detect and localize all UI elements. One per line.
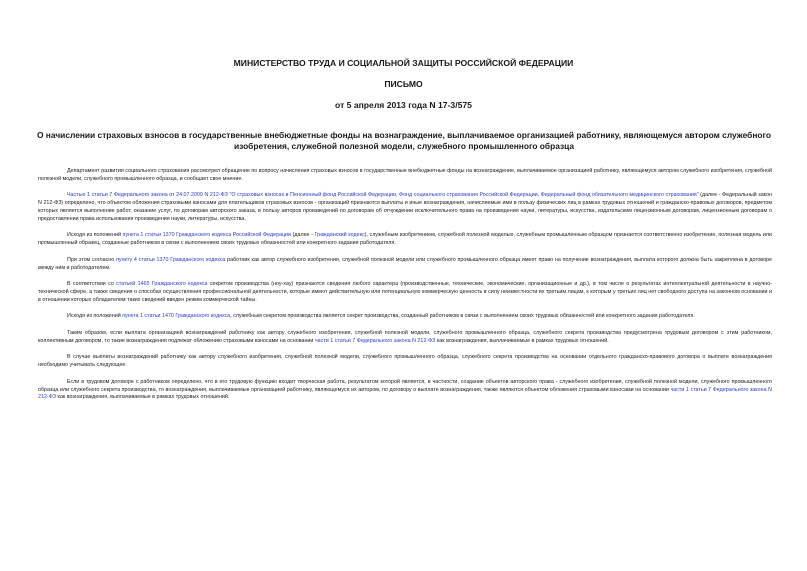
paragraph-text: Исходя из положений <box>67 313 123 320</box>
law-212-fz-part1-article7-link[interactable]: части 1 статьи 7 Федерального закона N 212-ФЗ <box>314 337 436 344</box>
paragraph-7 <box>38 330 772 346</box>
civil-code-article-1465-link[interactable]: статьей 1465 Гражданского кодекса <box>116 281 208 288</box>
law-212-fz-part1-article7-link[interactable]: части 1 статьи 7 Федерального закона N 212-ФЗ <box>38 386 773 401</box>
paragraph-2 <box>38 192 772 223</box>
paragraph-8 <box>38 354 772 370</box>
paragraph-1 <box>38 168 772 184</box>
paragraph-text: Если в трудовом договоре с работником определено, что в его трудовую функцию входит творческая работа, результатом которой является, в частности, создание объектов авторского права - служебного изобретения, служебной полезной модели, служебного промышленного образца или служебного секрета производства, то вознаграждения, выплачиваемые организацией работнику, являющемуся их автором, по договору о выплате вознаграждения, также являются объектом обложения страховыми взносами на основании <box>38 378 772 393</box>
document-type: ПИСЬМО <box>384 79 423 89</box>
paragraph-text: как вознаграждения, выплачиваемые в рамках трудовых отношений. <box>435 337 609 344</box>
document-date-number: от 5 апреля 2013 года N 17-3/575 <box>335 100 472 110</box>
paragraph-text: как вознаграждения, выплачиваемые в рамках трудовых отношений. <box>56 394 230 401</box>
document-title: О начислении страховых взносов в государственные внебюджетные фонды на вознаграждение, выплачиваемое организацией работнику, являющемуся автором служебного изобретения, служебной полезной модели, служебного промышленного образца <box>36 130 772 151</box>
paragraph-text: В случае выплаты вознаграждений работнику как автору служебного изобретения, служебной полезной модели, служебного промышленного образца, служебного секрета производства на основании отдельного гражданско-правового договора о выплате вознаграждения необходимо учитывать следующее. <box>38 354 772 369</box>
paragraph-4 <box>38 257 772 273</box>
paragraph-text: секретом производства (ноу-хау) признаются сведения любого характера (производственные, технические, экономические, организационные и др.), в том числе о результатах интеллектуальной деятельности в научно-технической сфере, а также сведения о способах осуществления профессиональной деятельности, которые имеют действительную или потенциальную коммерческую ценность в силу неизвестности их третьим лицам, к которым у третьих лиц нет свободного доступа на законном основании и в отношении которых обладателем таких сведений введен режим коммерческой тайны. <box>38 281 772 303</box>
paragraph-text: работник как автор служебного изобретения, служебной полезной модели или служебного промышленного образца имеет право на получение вознаграждения, выплата которого должна быть закреплена в договоре между ним и работодателем. <box>38 256 772 271</box>
paragraph-text: Департамент развития социального страхования рассмотрел обращение по вопросу начисления страховых взносов в государственные внебюджетные фонды на вознаграждение, выплачиваемое организацией работнику, являющемуся автором служебного изобретения, служебной полезной модели, служебного промышленного образца, и сообщает свое мнение. <box>38 168 772 182</box>
paragraph-3 <box>38 232 772 248</box>
paragraph-5 <box>38 281 772 304</box>
paragraph-text: (далее - Федеральный закон N 212-ФЗ) определено, что объектом обложения страховыми взносами для плательщиков страховых взносов - организаций признаются выплаты и иные вознаграждения, начисляемые ими в пользу физических лиц в рамках трудовых отношений и гражданско-правовых договоров, предметом которых является выполнение работ, оказание услуг, по договорам авторского заказа, в пользу авторов произведений по договорам об отчуждении исключительного права на произведения науки, литературы, искусства, издательским лицензионным договорам, лицензионным договорам о предоставлении права использования произведения науки, литературы, искусства. <box>38 192 772 222</box>
civil-code-link[interactable]: Гражданский кодекс <box>314 232 365 239</box>
civil-code-article-1470-link[interactable]: пункта 1 статьи 1470 Гражданского кодекса <box>122 313 231 320</box>
law-212-fz-article-7-link[interactable]: Частью 1 статьи 7 Федерального закона от 24.07.2009 N 212-ФЗ "О страховых взносах в Пенсионный фонд Российской Федерации, Фонд социального страхования Российской Федерации, Федеральный фонд обязательного медицинского страхования" <box>67 192 699 199</box>
paragraph-text: В соответствии со <box>67 281 117 288</box>
paragraph-6 <box>38 313 772 321</box>
paragraph-text: ), служебным изобретением, служебной полезной моделью, служебным промышленным образцом признается соответственно изобретение, полезная модель или промышленный образец, созданные работником в связи с выполнением своих трудовых обязанностей или конкретного задания работодателя. <box>38 232 773 247</box>
civil-code-article-1370-p4-link[interactable]: пункту 4 статьи 1370 Гражданского кодекса <box>116 256 226 263</box>
paragraph-text: (далее - <box>290 232 315 239</box>
document-body <box>38 168 772 411</box>
paragraph-text: Таким образом, если выплата организацией вознаграждений работнику как автору служебного изобретения, служебной полезной модели, служебного промышленного образца, служебного секрета производства предусмотрена трудовым договором с этим работником, коллективным договором, то такие вознаграждения подлежат обложению страховыми взносами на основании <box>38 329 772 344</box>
ministry-heading: МИНИСТЕРСТВО ТРУДА И СОЦИАЛЬНОЙ ЗАЩИТЫ РОССИЙСКОЙ ФЕДЕРАЦИИ <box>233 58 574 68</box>
paragraph-9 <box>38 379 772 402</box>
civil-code-article-1370-p1-link[interactable]: пункта 1 статьи 1370 Гражданского кодекса Российской Федерации <box>122 232 291 239</box>
paragraph-text: При этом согласно <box>67 256 117 263</box>
paragraph-text: , служебным секретом производства является секрет производства, созданный работником в связи с выполнением своих трудовых обязанностей или конкретного задания работодателя. <box>230 313 695 320</box>
paragraph-text: Исходя из положений <box>67 232 123 239</box>
